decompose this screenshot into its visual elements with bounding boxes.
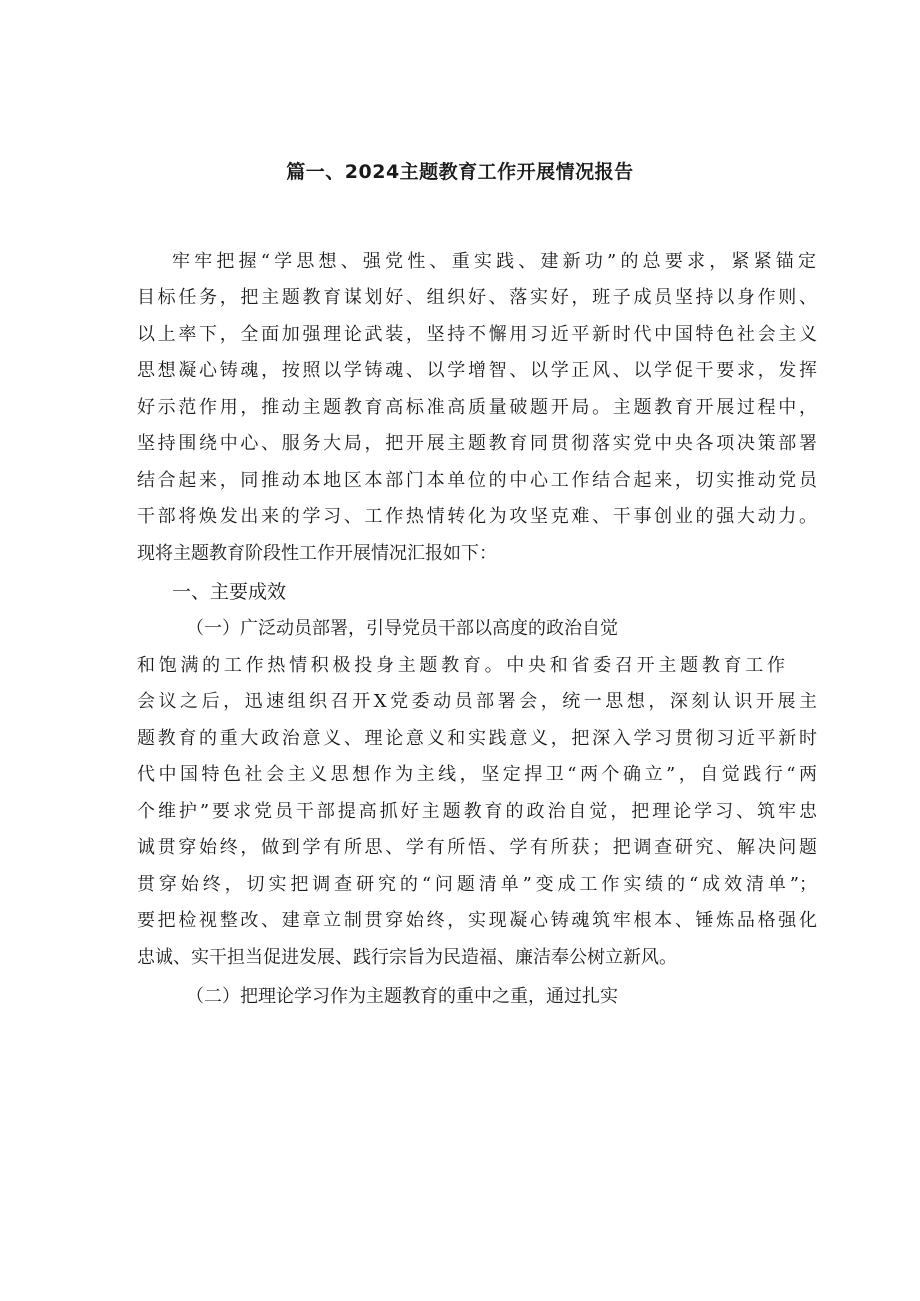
- paragraph-line: 现将主题教育阶段性工作开展情况汇报如下：: [137, 543, 497, 564]
- paragraph-line: 个维护”要求党员干部提高抓好主题教育的政治自觉，把理论学习、筑牢忠: [137, 801, 817, 822]
- paragraph-line: 思想凝心铸魂，按照以学铸魂、以学增智、以学正风、以学促干要求，发挥: [137, 360, 817, 381]
- paragraph-line: 目标任务，把主题教育谋划好、组织好、落实好，班子成员坚持以身作则、: [137, 287, 817, 308]
- paragraph-line: 坚持围绕中心、服务大局，把开展主题教育同贯彻落实党中央各项决策部署: [137, 433, 817, 454]
- section-heading: 一、主要成效: [172, 581, 287, 603]
- paragraph-line: 忠诚、实干担当促进发展、践行宗旨为民造福、廉洁奉公树立新风。: [137, 947, 677, 968]
- paragraph-line: 诚贯穿始终，做到学有所思、学有所悟、学有所获；把调查研究、解决问题: [137, 837, 817, 858]
- paragraph-line: 要把检视整改、建章立制贯穿始终，实现凝心铸魂筑牢根本、锤炼品格强化: [137, 910, 817, 931]
- paragraph-line: 贯穿始终，切实把调查研究的“问题清单”变成工作实绩的“成效清单”；: [137, 874, 817, 895]
- subsection-heading: （二）把理论学习作为主题教育的重中之重，通过扎实: [186, 986, 618, 1007]
- paragraph-line: 结合起来，同推动本地区本部门本单位的中心工作结合起来，切实推动党员: [137, 470, 817, 491]
- paragraph-line: 代中国特色社会主义思想作为主线，坚定捍卫“两个确立”，自觉践行“两: [137, 764, 817, 785]
- paragraph-line: 以上率下，全面加强理论武装，坚持不懈用习近平新时代中国特色社会主义: [137, 324, 817, 345]
- paragraph-line: 干部将焕发出来的学习、工作热情转化为攻坚克难、干事创业的强大动力。: [137, 506, 817, 527]
- document-title: 篇一、2024主题教育工作开展情况报告: [286, 161, 634, 183]
- paragraph-line: 和饱满的工作热情积极投身主题教育。中央和省委召开主题教育工作: [137, 655, 785, 676]
- subsection-heading: （一）广泛动员部署，引导党员干部以高度的政治自觉: [186, 618, 618, 639]
- paragraph-line: 牢牢把握“学思想、强党性、重实践、建新功”的总要求，紧紧锚定: [172, 251, 816, 272]
- paragraph-line: 题教育的重大政治意义、理论意义和实践意义，把深入学习贯彻习近平新时: [137, 728, 817, 749]
- paragraph-line: 会议之后，迅速组织召开X党委动员部署会，统一思想，深刻认识开展主: [137, 691, 817, 712]
- paragraph-line: 好示范作用，推动主题教育高标准高质量破题开局。主题教育开展过程中，: [137, 397, 817, 418]
